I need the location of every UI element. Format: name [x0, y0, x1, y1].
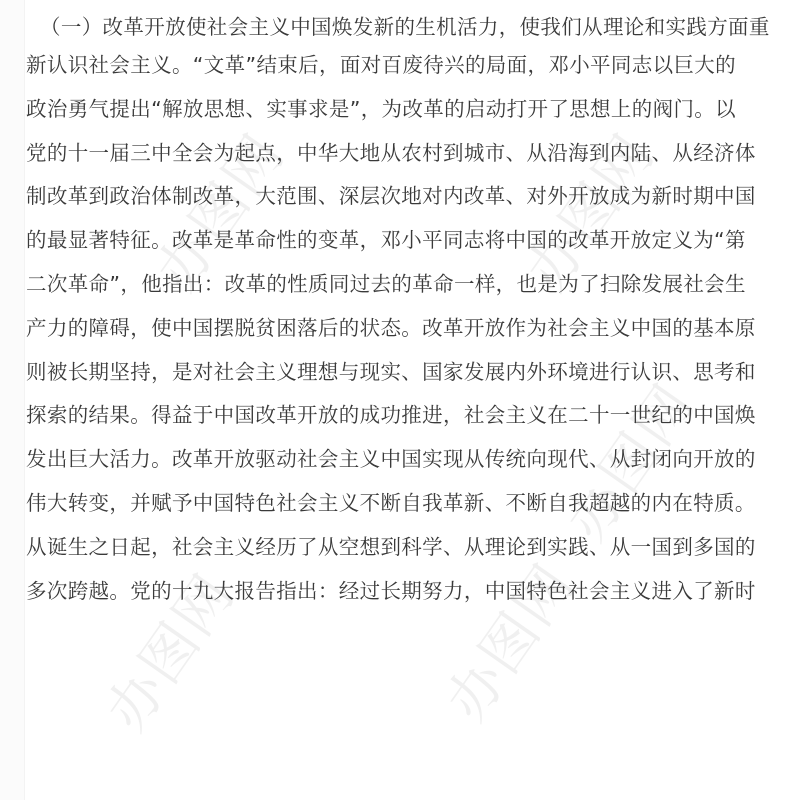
- watermark: 办图网: [94, 562, 248, 743]
- text-line: 党的十一届三中全会为起点，中华大地从农村到城市、从沿海到内陆、从经济体: [26, 140, 756, 165]
- text-line: [26, 0, 776, 44]
- watermark: 办图网: [554, 372, 708, 553]
- text-line: 发出巨大活力。改革开放驱动社会主义中国实现从传统向现代、从封闭向开放的: [26, 447, 756, 472]
- page-left-margin: [0, 0, 25, 800]
- text-line: 二次革命”，他指出：改革的性质同过去的革命一样，也是为了扫除发展社会生: [26, 271, 746, 296]
- text-line: 从诞生之日起，社会主义经历了从空想到科学、从理论到实践、从一国到多国的: [26, 534, 756, 559]
- watermark: 办图网: [434, 552, 588, 733]
- text-line: 多次跨越。党的十九大报告指出：经过长期努力，中国特色社会主义进入了新时: [26, 578, 756, 603]
- text-line-content: （一）改革开放使社会主义中国焕发新的生机活力，使我们从理论和实践方面重: [40, 15, 770, 39]
- text-line: 政治勇气提出“解放思想、实事求是”，为改革的启动打开了思想上的阀门。以: [26, 96, 736, 121]
- text-line: 的最显著特征。改革是革命性的变革，邓小平同志将中国的改革开放定义为“第: [26, 228, 746, 253]
- article-body: [26, 0, 776, 613]
- text-line: 新认识社会主义。“文革”结束后，面对百废待兴的局面，邓小平同志以巨大的: [26, 53, 736, 77]
- text-line: 伟大转变，并赋予中国特色社会主义不断自我革新、不断自我超越的内在特质。: [26, 490, 756, 515]
- watermark: 办图网: [144, 122, 298, 303]
- text-line: 则被长期坚持，是对社会主义理想与现实、国家发展内外环境进行认识、思考和: [26, 359, 756, 384]
- text-line: 制改革到政治体制改革，大范围、深层次地对内改革、对外开放成为新时期中国: [26, 184, 756, 209]
- text-line: 产力的障碍，使中国摆脱贫困落后的状态。改革开放作为社会主义中国的基本原: [26, 315, 756, 340]
- text-line: 探索的结果。得益于中国改革开放的成功推进，社会主义在二十一世纪的中国焕: [26, 403, 756, 428]
- watermark: 办图网: [514, 122, 668, 303]
